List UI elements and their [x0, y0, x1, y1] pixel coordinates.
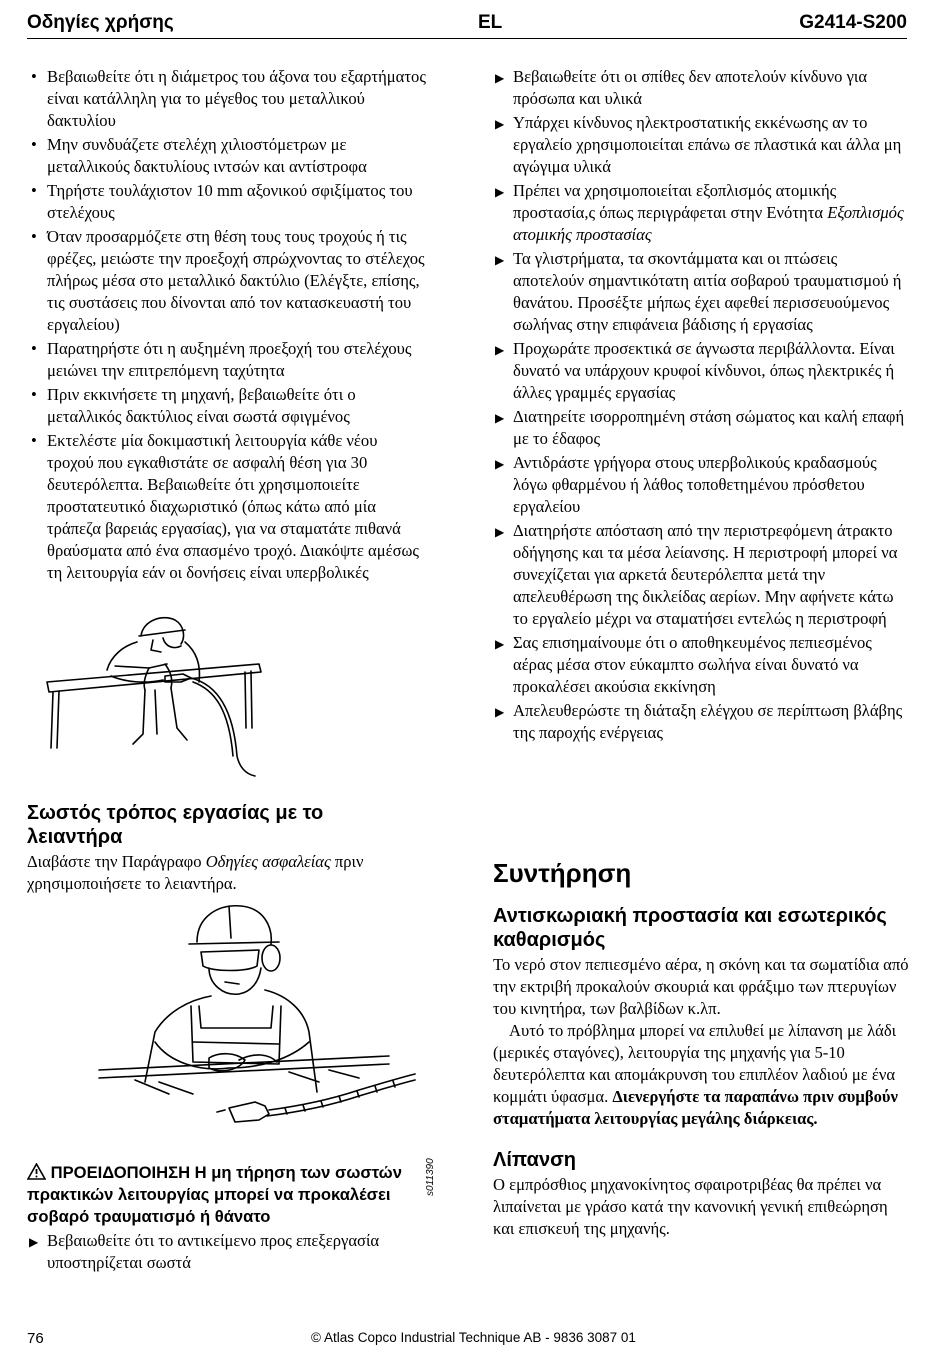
corrosion-subtitle: Αντισκωριακή προστασία και εσωτερικός καθαρισμός — [493, 905, 887, 951]
warning-text: ΠΡΟΕΙΔΟΠΟΙΗΣΗ Η μη τήρηση των σωστών πρακτικών λειτουργίας μπορεί να προκαλέσει σοβαρό τραυματισμό ή θάνατο — [27, 1163, 402, 1226]
list-item: ▶ Αντιδράστε γρήγορα στους υπερβολικούς κραδασμούς λόγω φθαρμένου ή λάθος τοποθετημένου πρόσθετου εργαλείου — [495, 453, 877, 516]
header-title: Οδηγίες χρήσης — [27, 12, 174, 33]
bench-worker-illustration — [45, 606, 265, 781]
list-item: • Μην συνδυάζετε στελέχη χιλιοστόμετρων με μεταλλικούς δακτυλίους ιντσών και αντίστροφα — [31, 135, 367, 176]
page-header — [27, 10, 907, 39]
grinder-worker-illustration — [89, 902, 419, 1142]
maintenance-paragraph-2: Αυτό το πρόβλημα μπορεί να επιλυθεί με λίπανση με λάδι (μερικές σταγόνες), λειτουργία της μηχανής για 5-10 δευτερόλεπτα και απομάκρυνση του επιπλέον λαδιού με ένα κομμάτι ύφασμα. Διενεργήστε τα παραπάνω πριν συμβούν σταματήματα λειτουργίας μεγάλης διάρκειας. — [493, 1021, 898, 1128]
warning-triangle-icon — [27, 1163, 46, 1180]
maintenance-title: Συντήρηση — [493, 858, 632, 888]
section-intro: Διαβάστε την Παράγραφο Οδηγίες ασφαλείας πριν χρησιμοποιήσετε το λειαντήρα. — [27, 852, 364, 893]
list-item: ▶ Πρέπει να χρησιμοποιείται εξοπλισμός ατομικής προστασία,ς όπως περιγράφεται στην Ενότητα Εξοπλισμός ατομικής προστασίας — [495, 181, 904, 244]
list-item: • Βεβαιωθείτε ότι η διάμετρος του άξονα του εξαρτήματος είναι κατάλληλη για το μέγεθος του μεταλλικού δακτυλίου — [31, 67, 426, 130]
list-item: ▶ Βεβαιωθείτε ότι το αντικείμενο προς επεξεργασία υποστηρίζεται σωστά — [29, 1231, 380, 1272]
maintenance-paragraph-1: Το νερό στον πεπιεσμένο αέρα, η σκόνη και τα σωματίδια από την εκτριβή προκαλούν σκουριά και φράξιμο των πτερυγίων του κινητήρα, των βαλβίδων κ.λπ. — [493, 955, 909, 1018]
list-item: • Όταν προσαρμόζετε στη θέση τους τους τροχούς ή τις φρέζες, μειώστε την προεξοχή σπρώχνοντας το στέλεχος πλήρως μέσα στο μεταλλικό δακτύλιο (Ελέγξτε, επίσης, τις συστάσεις που δίνονται από τον κατασκευαστή του εργαλείου) — [31, 227, 425, 334]
list-item: • Παρατηρήστε ότι η αυξημένη προεξοχή του στελέχους μειώνει την επιτρεπόμενη ταχύτητα — [31, 339, 412, 380]
copyright: © Atlas Copco Industrial Technique AB - 9836 3087 01 — [311, 1330, 636, 1345]
list-item: • Τηρήστε τουλάχιστον 10 mm αξονικού σφιξίματος του στελέχους — [31, 181, 413, 222]
lubrication-subtitle: Λίπανση — [493, 1149, 576, 1171]
right-bullet-list — [493, 66, 910, 744]
list-item: ▶ Τα γλιστρήματα, τα σκοντάμματα και οι πτώσεις αποτελούν σημαντικότατη αιτία σοβαρού τραυματισμού ή θανάτου. Προσέξτε μήπως έχει αφεθεί περισσευούμενος σωλήνας στην επιφάνεια βάδισης ή εργασίας — [495, 249, 902, 334]
header-model: G2414-S200 — [799, 12, 907, 33]
list-item: • Πριν εκκινήσετε τη μηχανή, βεβαιωθείτε ότι ο μεταλλικός δακτύλιος είναι σωστά σφιγμένος — [31, 385, 356, 426]
list-item: ▶ Διατηρήστε απόσταση από την περιστρεφόμενη άτρακτο οδήγησης και τα μέσα λείανσης. Η περιστροφή μπορεί να συνεχίζεται για αρκετά δευτερόλεπτα μετά την απελευθέρωση της δικλείδας αερίων. Μην αφήνετε κάτω το εργαλείο μέχρι να σταματήσει εντελώς η περιστροφή — [495, 521, 898, 628]
list-item: ▶ Διατηρείτε ισορροπημένη στάση σώματος και καλή επαφή με το έδαφος — [495, 407, 905, 448]
section-title-correct-work: Σωστός τρόπος εργασίας με το λειαντήρα — [27, 802, 324, 848]
list-item: ▶ Απελευθερώστε τη διάταξη ελέγχου σε περίπτωση βλάβης της παροχής ενέργειας — [495, 701, 903, 742]
list-item: ▶ Βεβαιωθείτε ότι οι σπίθες δεν αποτελούν κίνδυνο για πρόσωπα και υλικά — [495, 67, 868, 108]
left-column — [27, 66, 447, 1272]
page-number: 76 — [27, 1330, 44, 1347]
list-item: ▶ Σας επισημαίνουμε ότι ο αποθηκευμένος πεπιεσμένος αέρας μέσα στον εύκαμπτο σωλήνα είναι δυνατό να προκαλέσει ακούσια εκκίνηση — [495, 633, 872, 696]
lubrication-paragraph: Ο εμπρόσθιος μηχανοκίνητος σφαιροτριβέας θα πρέπει να λιπαίνεται με γράσο κατά την κανονική γενική επιθεώρηση και επισκευή της μηχανής. — [493, 1175, 888, 1238]
list-item: ▶ Υπάρχει κίνδυνος ηλεκτροστατικής εκκένωσης αν το εργαλείο χρησιμοποιείται επάνω σε πλαστικά και άλλα μη αγώγιμα υλικά — [495, 113, 902, 176]
warning-bullet-list — [27, 1230, 447, 1274]
figure-id: s011390 — [425, 1158, 436, 1196]
left-bullet-list — [27, 66, 427, 584]
header-language: EL — [478, 12, 503, 33]
list-item: ▶ Προχωράτε προσεκτικά σε άγνωστα περιβάλλοντα. Είναι δυνατό να υπάρχουν κρυφοί κίνδυνοι, όπως ηλεκτρικές ή άλλες γραμμές εργασίας — [495, 339, 895, 402]
right-column — [493, 66, 910, 1238]
list-item: • Εκτελέστε μία δοκιμαστική λειτουργία κάθε νέου τροχού που εγκαθιστάτε σε ασφαλή θέση για 30 δευτερόλεπτα. Βεβαιωθείτε ότι χρησιμοποιείτε προστατευτικό διαχωριστικό (όπως κάτω από μία τράπεζα βαρειάς εργασίας), για να σταματάτε πιθανά θραύσματα από ένα σπασμένο τροχό. Διακόψτε αμέσως τη λειτουργία εάν οι δονήσεις είναι υπερβολικές — [31, 431, 420, 582]
